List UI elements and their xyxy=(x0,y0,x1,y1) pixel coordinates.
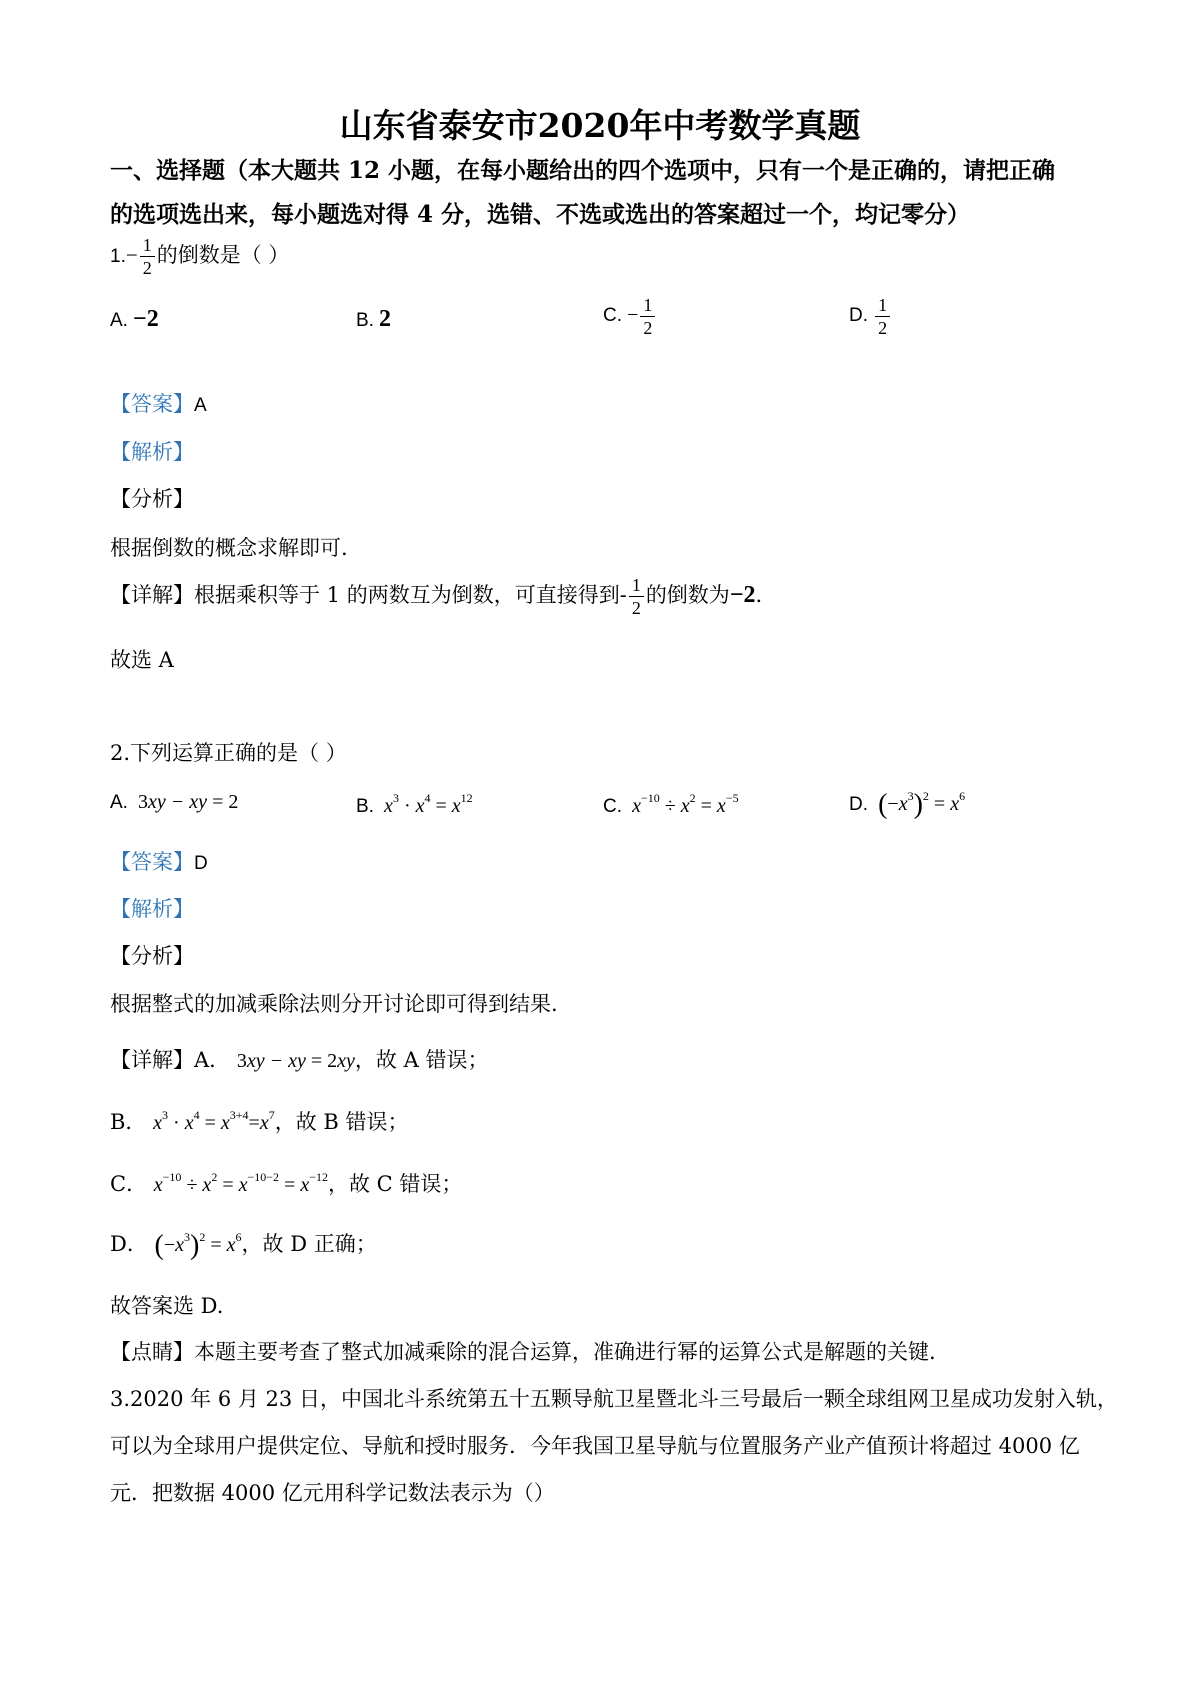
q2-analysis-tag: 【解析】 xyxy=(110,897,194,921)
q1-conclusion: 故选 A xyxy=(110,648,174,672)
q2-option-c: C. $x^{-10} \div x^2 = x^{-5}$ xyxy=(603,791,739,817)
q2-answer: 【答案】D xyxy=(110,850,208,874)
q2-detail-b: B． $x^3 \cdot x^4 = x^{3+4}=x^7$，故 B 错误； xyxy=(110,1108,409,1134)
page-title: 山东省泰安市2020年中考数学真题 xyxy=(339,106,861,145)
q2-conclusion: 故答案选 D. xyxy=(110,1294,224,1318)
q2-option-a: A. 3xy − xy = 2 xyxy=(110,791,239,813)
section-heading-line2: 的选项选出来，每小题选对得 4 分，选错、不选或选出的答案超过一个，均记零分） xyxy=(110,201,971,228)
section-heading-line1: 一、选择题（本大题共 12 小题，在每小题给出的四个选项中，只有一个是正确的，请把正确 xyxy=(110,157,1056,184)
q1-answer: 【答案】A xyxy=(110,392,207,416)
q2-detail-a: 【详解】A． 3xy − xy = 2xy，故 A 错误； xyxy=(110,1048,489,1072)
q2-option-d: D. $(-x^3)^2 = x^6$ xyxy=(849,789,966,820)
q1-analysis-tag: 【解析】 xyxy=(110,440,194,464)
q2-dianjing: 【点睛】本题主要考查了整式加减乘除的混合运算，准确进行幂的运算公式是解题的关键. xyxy=(110,1340,936,1364)
q2-option-b: B. $x^3 \cdot x^4 = x^{12}$ xyxy=(356,791,473,817)
q1-fenxi-tag: 【分析】 xyxy=(110,487,194,511)
q2-detail-d: D． $(-x^3)^2 = x^6$，故 D 正确； xyxy=(110,1230,377,1261)
q1-fenxi: 根据倒数的概念求解即可. xyxy=(110,536,348,560)
q2-stem: 2.下列运算正确的是（ ） xyxy=(110,741,347,765)
q1-option-c: C. − $\frac{1}{2}$ xyxy=(603,294,657,339)
q2-fenxi-tag: 【分析】 xyxy=(110,944,194,968)
q1-detail: 【详解】根据乘积等于 1 的两数互为倒数，可直接得到- $\frac{1}{2}$ 的倒数为−2. xyxy=(110,575,763,618)
q2-fenxi: 根据整式的加减乘除法则分开讨论即可得到结果. xyxy=(110,992,558,1016)
q2-detail-c: C． $x^{-10} \div x^2 = x^{-10-2} = x^{-12}$，故 C 错误； xyxy=(110,1170,463,1196)
q1-fraction: $\frac{1}{2}$ xyxy=(140,234,155,279)
q1-option-b: B. 2 xyxy=(356,306,392,332)
q3-stem-line2: 可以为全球用户提供定位、导航和授时服务．今年我国卫星导航与位置服务产业产值预计将超过 4000 亿 xyxy=(110,1434,1080,1458)
q1-option-d: D. $\frac{1}{2}$ xyxy=(849,294,892,339)
q3-stem-line3: 元．把数据 4000 亿元用科学记数法表示为（） xyxy=(110,1481,555,1505)
q1-option-a: A. −2 xyxy=(110,306,159,332)
q3-stem-line1: 3.2020 年 6 月 23 日，中国北斗系统第五十五颗导航卫星暨北斗三号最后一颗全球组网卫星成功发射入轨， xyxy=(110,1387,1118,1411)
q1-stem: 1.− $\frac{1}{2}$ 的倒数是（ ） xyxy=(110,235,290,278)
